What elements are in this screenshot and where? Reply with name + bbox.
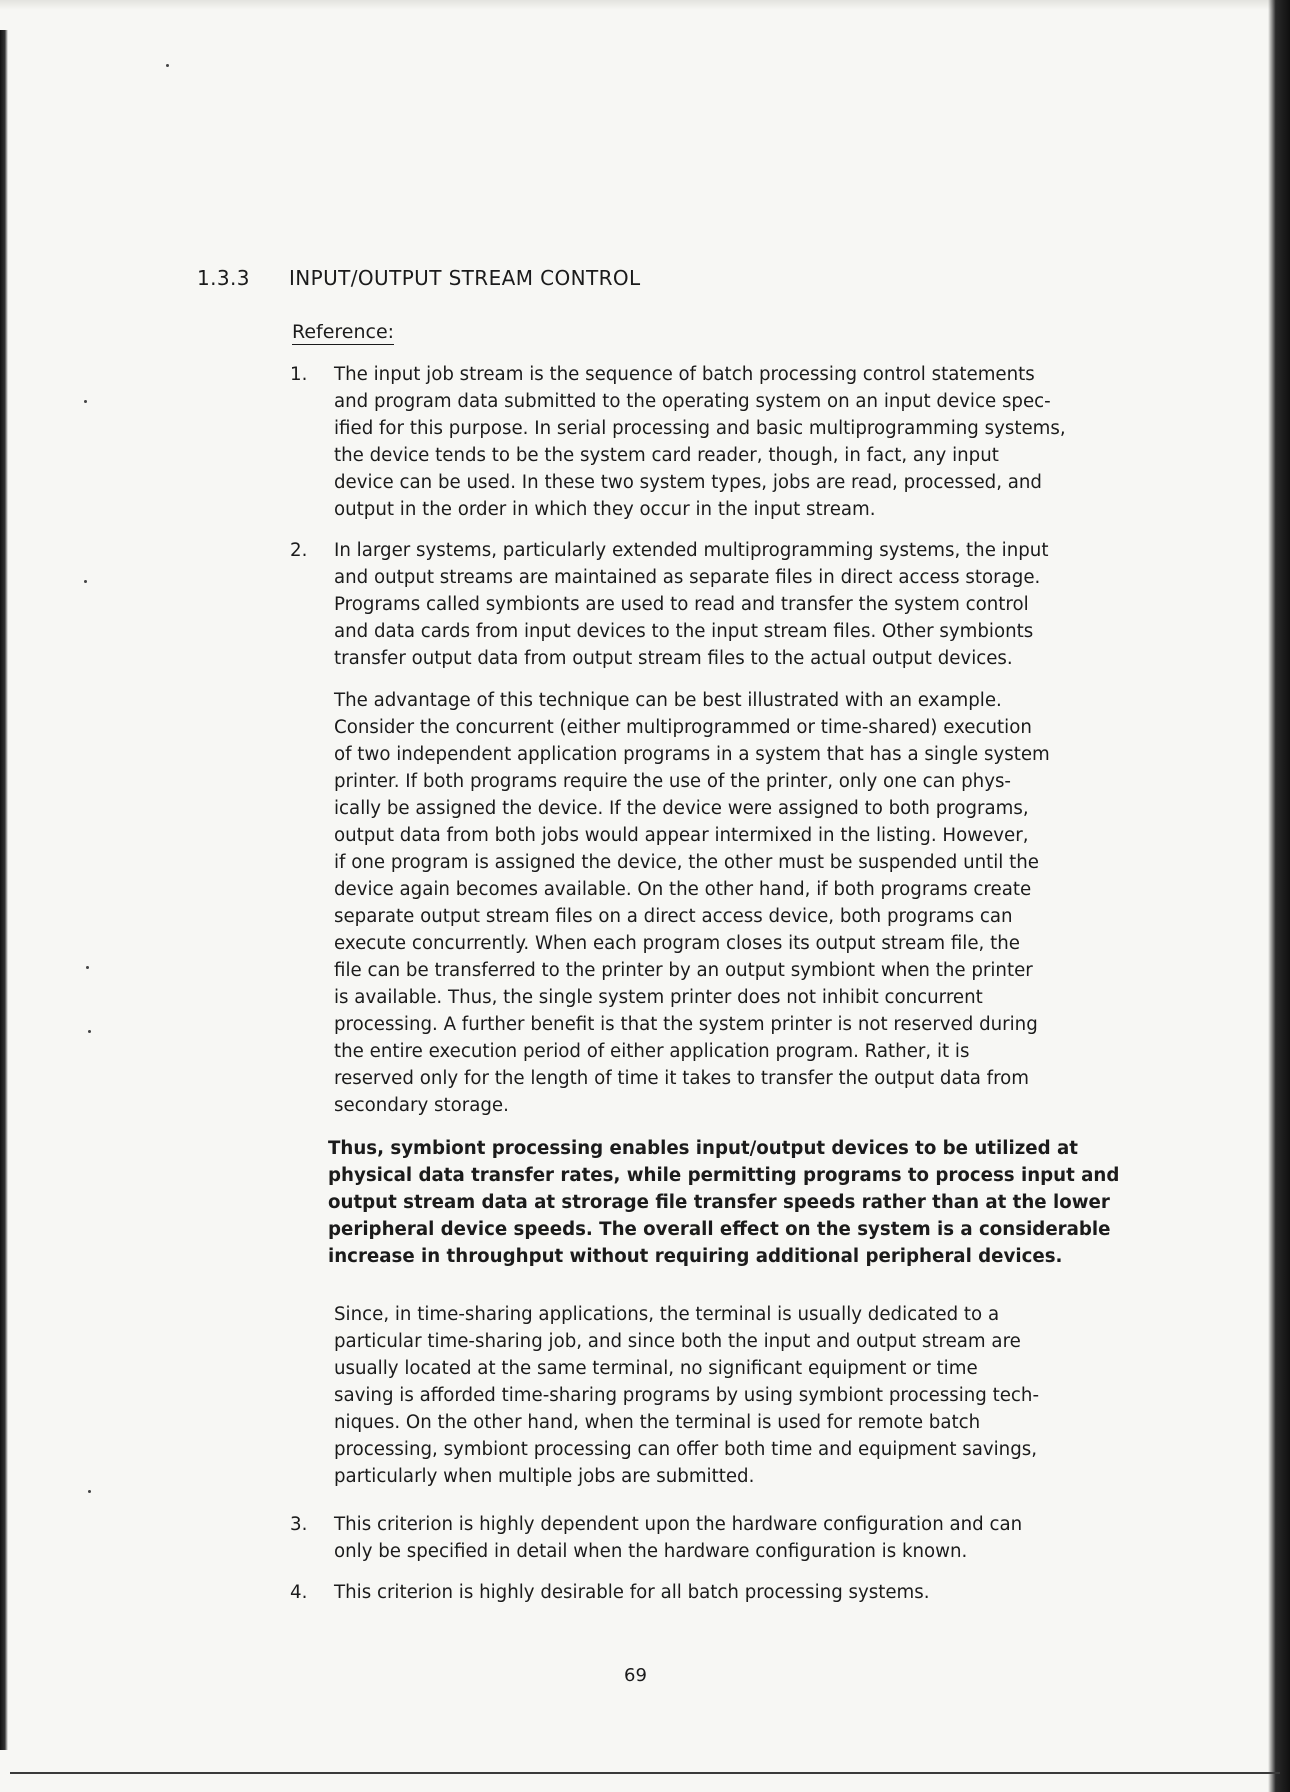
list-item-number: 3.	[290, 1514, 308, 1535]
list-item-text: This criterion is highly desirable for all batch processing systems.	[334, 1582, 930, 1603]
paragraph-thus: Thus, symbiont processing enables input/output devices to be utilized at physical data transfer rates, while permitting programs to process input and output stream data at strorage file transfer speeds rather than at the lower peripheral device speeds. The overall effect on the system is a considerable increase in throughput without requiring additional peripheral devices.	[328, 1138, 1120, 1267]
paragraph-since: Since, in time-sharing applications, the terminal is usually dedicated to a particular time-sharing job, and since both the input and output stream are usually located at the same terminal, no significant equipment or time saving is afforded time-sharing programs by using symbiont processing tech- niques. On the other hand, when the terminal is used for remote batch processing, symbiont processing can offer both time and equipment savings, particularly when multiple jobs are submitted.	[334, 1304, 1040, 1487]
scan-speck	[88, 1030, 91, 1033]
list-item-text: This criterion is highly dependent upon the hardware configuration and can only be specified in detail when the hardware configuration is known.	[334, 1514, 1023, 1562]
list-item	[290, 1579, 1120, 1606]
paragraph-advantage: The advantage of this technique can be best illustrated with an example. Consider the concurrent (either multiprogrammed or time-shared) execution of two independent application programs in a system that has a single system printer. If both programs require the use of the printer, only one can phys- ically be assigned the device. If the device were assigned to both programs, output data from both jobs would appear intermixed in the listing. However, if one program is assigned the device, the other must be suspended until the device again becomes available. On the other hand, if both programs create separate output stream files on a direct access device, both programs can execute concurrently. When each program closes its output stream file, the file can be transferred to the printer by an output symbiont when the printer is available. Thus, the single system printer does not inhibit concurrent processing. A further benefit is that the system printer is not reserved during the entire execution period of either application program. Rather, it is reserved only for the length of time it takes to transfer the output data from secondary storage.	[334, 690, 1050, 1116]
scan-right-border	[1268, 0, 1290, 1792]
list-item-number: 1.	[290, 364, 308, 385]
page-number: 69	[624, 1665, 647, 1686]
list-item-number: 4.	[290, 1582, 308, 1603]
scan-speck	[84, 400, 87, 403]
list-item	[290, 1511, 1120, 1565]
list-item	[290, 361, 1120, 523]
section-number: 1.3.3	[197, 266, 250, 290]
scan-speck	[84, 580, 87, 583]
scan-top-shadow	[0, 0, 1290, 10]
list-item-text: In larger systems, particularly extended multiprogramming systems, the input and output streams are maintained as separate files in direct access storage. Programs called symbionts are used to read and transfer the system control and data cards from input devices to the input stream files. Other symbionts transfer output data from output stream files to the actual output devices.	[334, 540, 1049, 669]
scan-speck	[88, 1490, 91, 1493]
reference-label: Reference:	[292, 321, 395, 343]
list-item-number: 2.	[290, 540, 308, 561]
section-title: INPUT/OUTPUT STREAM CONTROL	[289, 266, 641, 290]
scan-speck	[166, 64, 169, 67]
list-item	[290, 537, 1120, 672]
list-item-text: The input job stream is the sequence of batch processing control statements and program data submitted to the operating system on an input device spec- ified for this purpose. In serial processing and basic multiprogramming systems, the device tends to be the system card reader, though, in fact, any input device can be used. In these two system types, jobs are read, processed, and output in the order in which they occur in the input stream.	[334, 364, 1066, 520]
scan-left-border	[0, 30, 8, 1750]
scan-speck	[86, 966, 89, 969]
scan-bottom-line	[10, 1772, 1280, 1774]
section-heading	[197, 266, 641, 290]
